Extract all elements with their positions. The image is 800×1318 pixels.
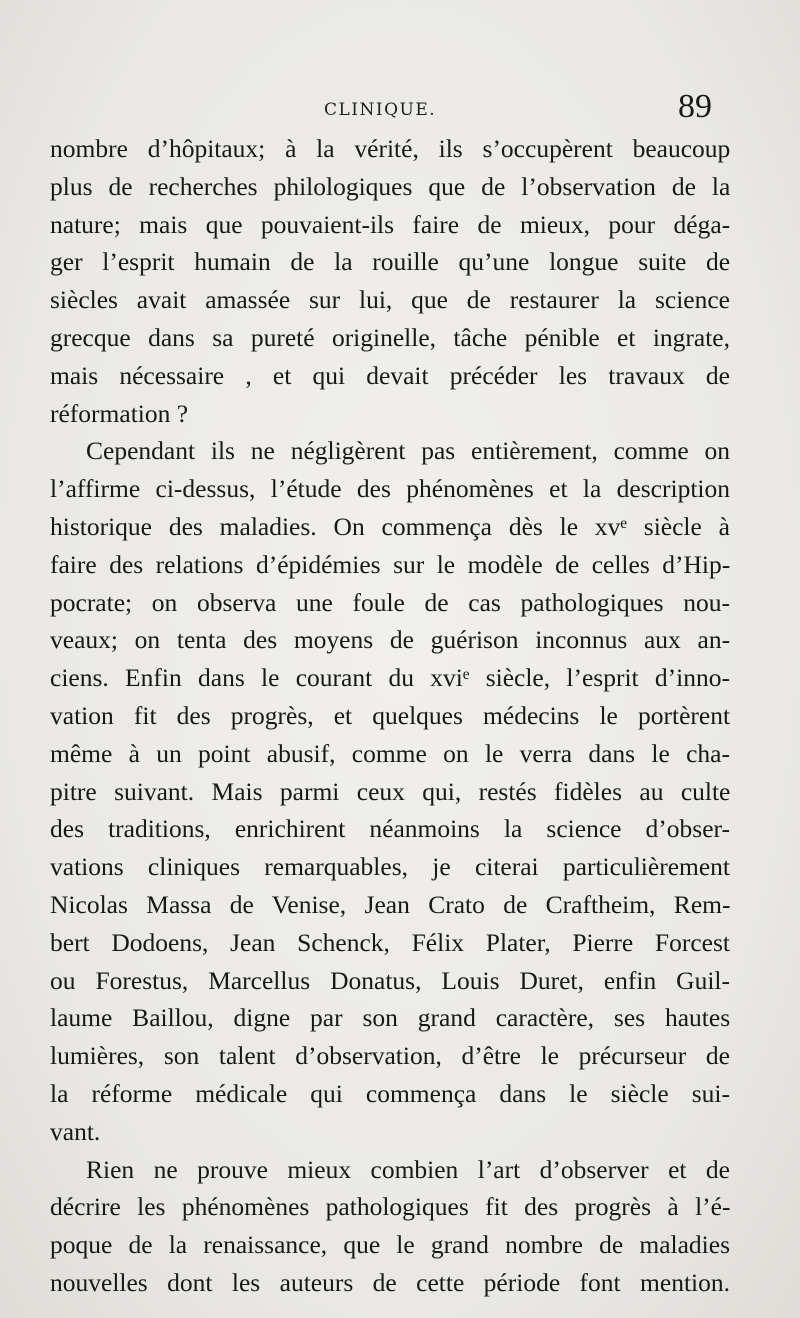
text-line: mais nécessaire , et qui devait précéder les travaux de	[50, 360, 730, 390]
text-line: siècles avait amassée sur lui, que de restaurer la science	[50, 285, 730, 315]
text-line: Rien ne prouve mieux combien l’art d’observer et de	[86, 1154, 730, 1184]
paragraph-2	[50, 432, 730, 1150]
text-line: bert Dodoens, Jean Schenck, Félix Plater, Pierre Forcest	[50, 927, 730, 957]
text-line: ciens. Enfin dans le courant du xviᵉ siècle, l’esprit d’inno-	[50, 663, 730, 693]
text-line: vation fit des progrès, et quelques médecins le portèrent	[50, 700, 731, 730]
text-line: historique des maladies. On commença dès le xvᵉ siècle à	[50, 511, 730, 541]
text-line: poque de la renaissance, que le grand nombre de maladies	[50, 1230, 730, 1260]
page-header	[0, 88, 800, 128]
text-line: vations cliniques remarquables, je citerai particulièrement	[50, 852, 730, 882]
text-line: réformation ?	[50, 398, 189, 428]
text-line: plus de recherches philologiques que de l’observation de la	[50, 171, 731, 201]
text-line: nature; mais que pouvaient-ils faire de mieux, pour déga-	[50, 209, 731, 239]
page-number: 89	[678, 88, 712, 125]
text-line: veaux; on tenta des moyens de guérison inconnus aux an-	[50, 625, 731, 655]
text-line: lumières, son talent d’observation, d’être le précurseur de	[50, 1041, 730, 1071]
text-line: la réforme médicale qui commença dans le siècle sui-	[50, 1078, 730, 1108]
text-line: vant.	[50, 1116, 101, 1146]
text-line: faire des relations d’épidémies sur le modèle de celles d’Hip-	[50, 549, 731, 579]
text-line: nombre d’hôpitaux; à la vérité, ils s’occupèrent beaucoup	[50, 134, 731, 163]
text-line: nouvelles dont les auteurs de cette période font mention.	[50, 1267, 730, 1297]
text-line: décrire les phénomènes pathologiques fit des progrès à l’é-	[50, 1192, 731, 1222]
running-title: CLINIQUE.	[324, 100, 437, 120]
body-text	[50, 130, 730, 1302]
text-line: ger l’esprit humain de la rouille qu’une longue suite de	[50, 247, 731, 277]
text-line: Nicolas Massa de Venise, Jean Crato de Craftheim, Rem-	[50, 889, 731, 919]
text-line: même à un point abusif, comme on le verra dans le cha-	[50, 738, 730, 768]
text-line: ou Forestus, Marcellus Donatus, Louis Duret, enfin Guil-	[50, 965, 730, 995]
text-line: pocrate; on observa une foule de cas pathologiques nou-	[50, 587, 730, 617]
paragraph-1	[50, 130, 730, 432]
text-line: l’affirme ci-dessus, l’étude des phénomènes et la description	[50, 474, 730, 504]
text-line: grecque dans sa pureté originelle, tâche pénible et ingrate,	[50, 322, 730, 352]
text-line: pitre suivant. Mais parmi ceux qui, restés fidèles au culte	[50, 776, 731, 806]
text-line: Cependant ils ne négligèrent pas entièrement, comme on	[86, 436, 730, 466]
paragraph-3	[50, 1151, 730, 1302]
text-line: des traditions, enrichirent néanmoins la science d’obser-	[50, 814, 730, 844]
text-line: laume Baillou, digne par son grand caractère, ses hautes	[50, 1003, 731, 1033]
